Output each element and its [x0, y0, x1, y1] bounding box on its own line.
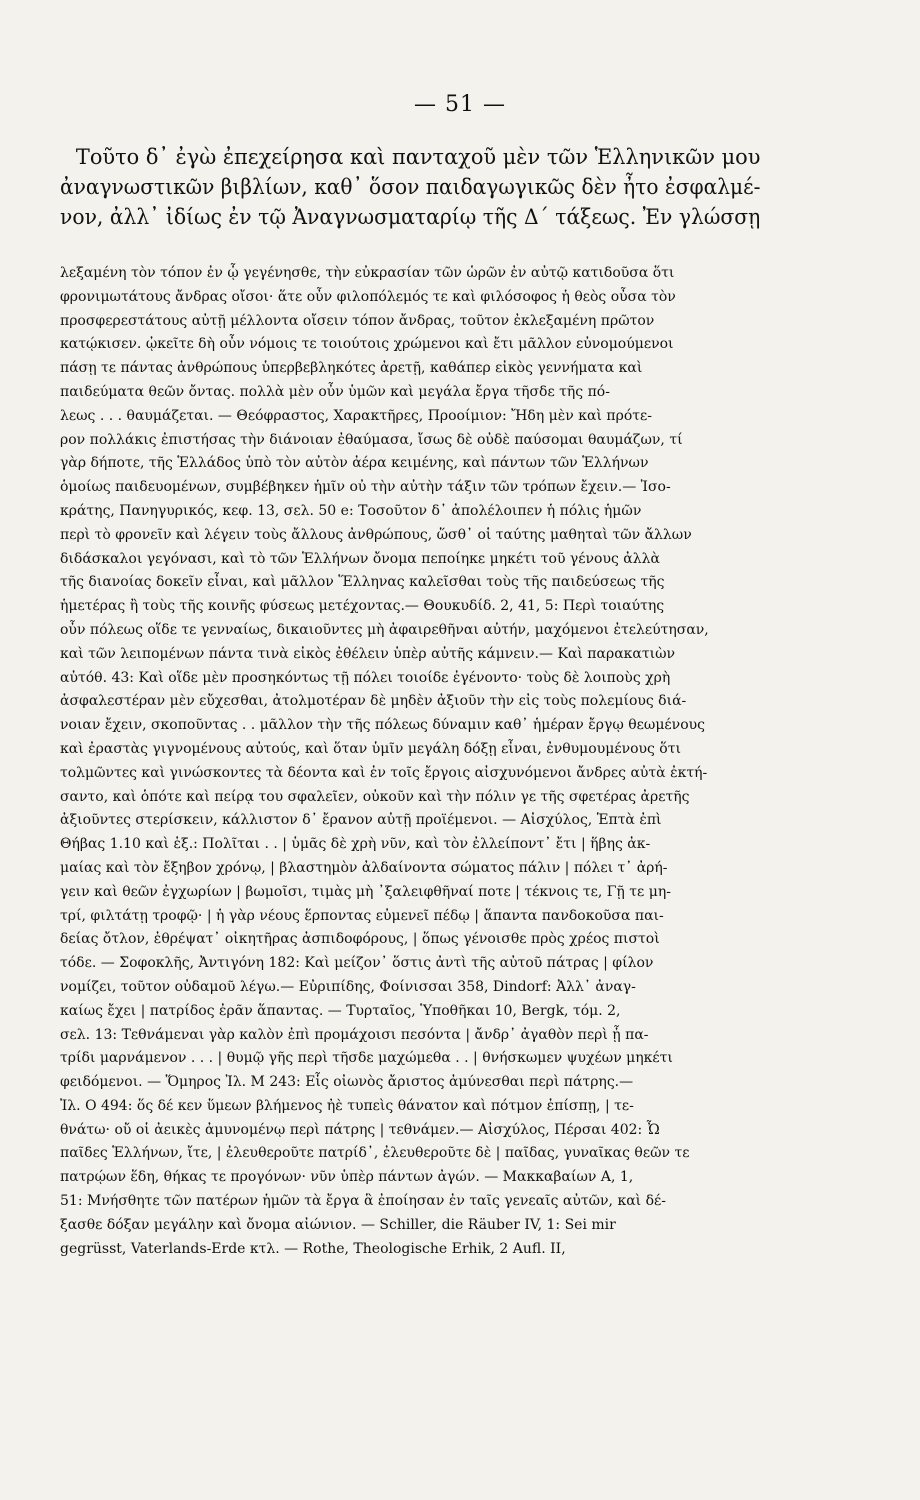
footnote-line: περὶ τὸ φρονεῖν καὶ λέγειν τοὺς ἄλλους ἀνθρώπους, ὥσθ᾽ οἱ ταύτης μαθηταὶ τῶν ἄλλων — [60, 526, 692, 543]
main-text-line: Τοῦτο δ᾽ ἐγὼ ἐπεχείρησα καὶ πανταχοῦ μὲν τῶν Ἑλληνικῶν μου — [75, 145, 761, 169]
footnote-line: πατρῴων ἕδη, θήκας τε προγόνων· νῦν ὑπὲρ πάντων ἀγών. — Μακκαβαίων Α, 1, — [60, 1169, 634, 1186]
footnote-line: λεξαμένη τὸν τόπον ἐν ᾧ γεγένησθε, τὴν εὐκρασίαν τῶν ὡρῶν ἐν αὐτῷ κατιδοῦσα ὅτι — [60, 265, 675, 281]
footnote-line: καίως ἔχει | πατρίδος ἐρᾶν ἅπαντας. — Τυρταῖος, Ὑποθῆκαι 10, Bergk, τόμ. 2, — [60, 1002, 621, 1019]
footnote-line: νοιαν ἔχειν, σκοποῦντας . . μᾶλλον τὴν τῆς πόλεως δύναμιν καθ᾽ ἡμέραν ἔργῳ θεωμένους — [60, 717, 705, 734]
footnote-line: σελ. 13: Τεθνάμεναι γὰρ καλὸν ἐπὶ προμάχοισι πεσόντα | ἄνδρ᾽ ἀγαθὸν περὶ ᾗ πα- — [60, 1026, 649, 1043]
footnote-line: πάσῃ τε πάντας ἀνθρώπους ὑπερβεβληκότες ἀρετῇ, καθάπερ εἰκὸς γεννήματα καὶ — [60, 360, 643, 377]
footnote-line: διδάσκαλοι γεγόνασι, καὶ τὸ τῶν Ἑλλήνων ὄνομα πεποίηκε μηκέτι τοῦ γένους ἀλλὰ — [60, 550, 660, 567]
footnote-line: ξασθε δόξαν μεγάλην καὶ ὄνομα αἰώνιον. — Schiller, die Räuber IV, 1: Sei mir — [60, 1216, 616, 1233]
footnote-line: προσφερεστάτους αὐτῇ μέλλοντα οἴσειν τόπον ἄνδρας, τοῦτον ἐκλεξαμένη πρῶτον — [60, 312, 655, 329]
footnote-line: οὖν πόλεως οἵδε τε γενναίως, δικαιοῦντες μὴ ἀφαιρεθῆναι αὐτήν, μαχόμενοι ἐτελεύτησαν, — [60, 621, 709, 638]
footnote-line: μαίας καὶ τὸν ἔξηβον χρόνῳ, | βλαστημὸν ἀλδαίνοντα σώματος πάλιν | πόλει τ᾽ ἀρή- — [60, 859, 668, 876]
footnote-line: ἀξιοῦντες στερίσκειν, κάλλιστον δ᾽ ἔρανον αὐτῇ προϊέμενοι. — Αἰσχύλος, Ἑπτὰ ἐπὶ — [60, 812, 662, 829]
main-text-line: ἀναγνωστικῶν βιβλίων, καθ᾽ ὅσον παιδαγωγικῶς δὲν ἦτο ἐσφαλμέ- — [60, 175, 761, 199]
footnote-line: ἀσφαλεστέραν μὲν εὔχεσθαι, ἀτολμοτέραν δὲ μηδὲν ἀξιοῦν τὴν εἰς τοὺς πολεμίους διά- — [60, 693, 687, 710]
footnote-line: παῖδες Ἑλλήνων, ἴτε, | ἐλευθεροῦτε πατρίδ᾽, ἐλευθεροῦτε δὲ | παῖδας, γυναῖκας θεῶν τε — [60, 1145, 690, 1162]
footnote-line: θνάτω· οὔ οἱ ἀεικὲς ἀμυνομένῳ περὶ πάτρης | τεθνάμεν.— Αἰσχύλος, Πέρσαι 402: Ὦ — [60, 1121, 660, 1138]
footnote-line: γειν καὶ θεῶν ἐγχωρίων | βωμοῖσι, τιμὰς μὴ ᾽ξαλειφθῆναί ποτε | τέκνοις τε, Γῇ τε μη- — [60, 883, 671, 900]
footnote-line: κατῴκισεν. ᾠκεῖτε δὴ οὖν νόμοις τε τοιούτοις χρώμενοι καὶ ἔτι μᾶλλον εὐνομούμενοι — [60, 336, 674, 353]
footnote-line: τρίδι μαρνάμενον . . . | θυμῷ γῆς περὶ τῆσδε μαχώμεθα . . | θνήσκωμεν ψυχέων μηκέτι — [60, 1050, 673, 1067]
footnote-line: δείας ὄτλον, ἐθρέψατ᾽ οἰκητῆρας ἀσπιδοφόρους, | ὅπως γένοισθε πρὸς χρέος πιστοὶ — [60, 931, 660, 948]
footnote-line: κράτης, Πανηγυρικός, κεφ. 13, σελ. 50 e: Τοσοῦτον δ᾽ ἀπολέλοιπεν ἡ πόλις ἡμῶν — [60, 502, 642, 519]
footnote-line: ἡμετέρας ἢ τοὺς τῆς κοινῆς φύσεως μετέχοντας.— Θουκυδίδ. 2, 41, 5: Περὶ τοιαύτης — [60, 598, 665, 615]
footnote-line: καὶ τῶν λειπομένων πάντα τινὰ εἰκὸς ἐθέλειν ὑπὲρ αὐτῆς κάμνειν.— Καὶ παρακατιὼν — [60, 645, 676, 662]
footnote-line: τολμῶντες καὶ γινώσκοντες τὰ δέοντα καὶ ἐν τοῖς ἔργοις αἰσχυνόμενοι ἄνδρες αὐτὰ ἐκτή- — [60, 764, 708, 781]
footnote-line: γὰρ δήποτε, τῆς Ἑλλάδος ὑπὸ τὸν αὐτὸν ἀέρα κειμένης, καὶ πάντων τῶν Ἑλλήνων — [60, 455, 649, 472]
page-number: — 51 — — [414, 92, 506, 117]
footnote-line: σαντο, καὶ ὁπότε καὶ πείρᾳ του σφαλεῖεν, οὐκοῦν καὶ τὴν πόλιν γε τῆς σφετέρας ἀρετῆς — [60, 788, 690, 805]
footnote-line: 51: Μνήσθητε τῶν πατέρων ἡμῶν τὰ ἔργα ἃ ἐποίησαν ἐν ταῖς γενεαῖς αὐτῶν, καὶ δέ- — [60, 1193, 667, 1210]
footnote-line: Θήβας 1.10 καὶ ἑξ.: Πολῖται . . | ὑμᾶς δὲ χρὴ νῦν, καὶ τὸν ἐλλείποντ᾽ ἔτι | ἥβης ἀκ- — [60, 836, 651, 853]
footnote-block — [60, 262, 760, 1261]
footnote-line: Ἰλ. Ο 494: ὅς δέ κεν ὕμεων βλήμενος ἠὲ τυπεὶς θάνατον καὶ πότμον ἐπίσπῃ, | τε- — [60, 1097, 634, 1114]
footnote-line: αὐτόθ. 43: Καὶ οἵδε μὲν προσηκόντως τῇ πόλει τοιοίδε ἐγένοντο· τοὺς δὲ λοιποὺς χρὴ — [60, 669, 671, 686]
footnote-line: λεως . . . θαυμάζεται. — Θεόφραστος, Χαρακτῆρες, Προοίμιον: Ἤδη μὲν καὶ πρότε- — [60, 407, 652, 424]
footnote-line: τόδε. — Σοφοκλῆς, Ἀντιγόνη 182: Καὶ μείζον᾽ ὅστις ἀντὶ τῆς αὐτοῦ πάτρας | φίλον — [60, 955, 654, 972]
footnote-line: τῆς διανοίας δοκεῖν εἶναι, καὶ μᾶλλον Ἕλληνας καλεῖσθαι τοὺς τῆς παιδεύσεως τῆς — [60, 574, 665, 591]
footnote-line: παιδεύματα θεῶν ὄντας. πολλὰ μὲν οὖν ὑμῶν καὶ μεγάλα ἔργα τῆσδε τῆς πό- — [60, 383, 610, 400]
footnote-line: ὁμοίως παιδευομένων, συμβέβηκεν ἡμῖν οὐ τὴν αὐτὴν τάξιν τῶν τρόπων ἔχειν.— Ἰσο- — [60, 479, 671, 496]
footnote-line: ρον πολλάκις ἐπιστήσας τὴν διάνοιαν ἐθαύμασα, ἴσως δὲ οὐδὲ παύσομαι θαυμάζων, τί — [60, 431, 683, 448]
footnote-line: νομίζει, τοῦτον οὐδαμοῦ λέγω.— Εὐριπίδης, Φοίνισσαι 358, Dindorf: Ἀλλ᾽ ἀναγ- — [60, 978, 636, 995]
main-paragraph — [60, 142, 760, 232]
footnote-line: gegrüsst, Vaterlands-Erde κτλ. — Rothe, Theologische Erhik, 2 Aufl. II, — [60, 1240, 566, 1257]
main-text-line: νον, ἀλλ᾽ ἰδίως ἐν τῷ Ἀναγνωσματαρίῳ τῆς Δ΄ τάξεως. Ἐν γλώσσῃ — [60, 205, 761, 229]
footnote-line: καὶ ἐραστὰς γιγνομένους αὐτούς, καὶ ὅταν ὑμῖν μεγάλη δόξῃ εἶναι, ἐνθυμουμένους ὅτι — [60, 740, 681, 757]
footnote-line: φρονιμωτάτους ἄνδρας οἴσοι· ἅτε οὖν φιλοπόλεμός τε καὶ φιλόσοφος ἡ θεὸς οὖσα τὸν — [60, 288, 676, 305]
footnote-line: τρί, φιλτάτῃ τροφῷ· | ἡ γὰρ νέους ἕρποντας εὐμενεῖ πέδῳ | ἅπαντα πανδοκοῦσα παι- — [60, 907, 664, 924]
footnote-line: φειδόμενοι. — Ὅμηρος Ἰλ. Μ 243: Εἷς οἰωνὸς ἄριστος ἀμύνεσθαι περὶ πάτρης.— — [60, 1074, 634, 1091]
